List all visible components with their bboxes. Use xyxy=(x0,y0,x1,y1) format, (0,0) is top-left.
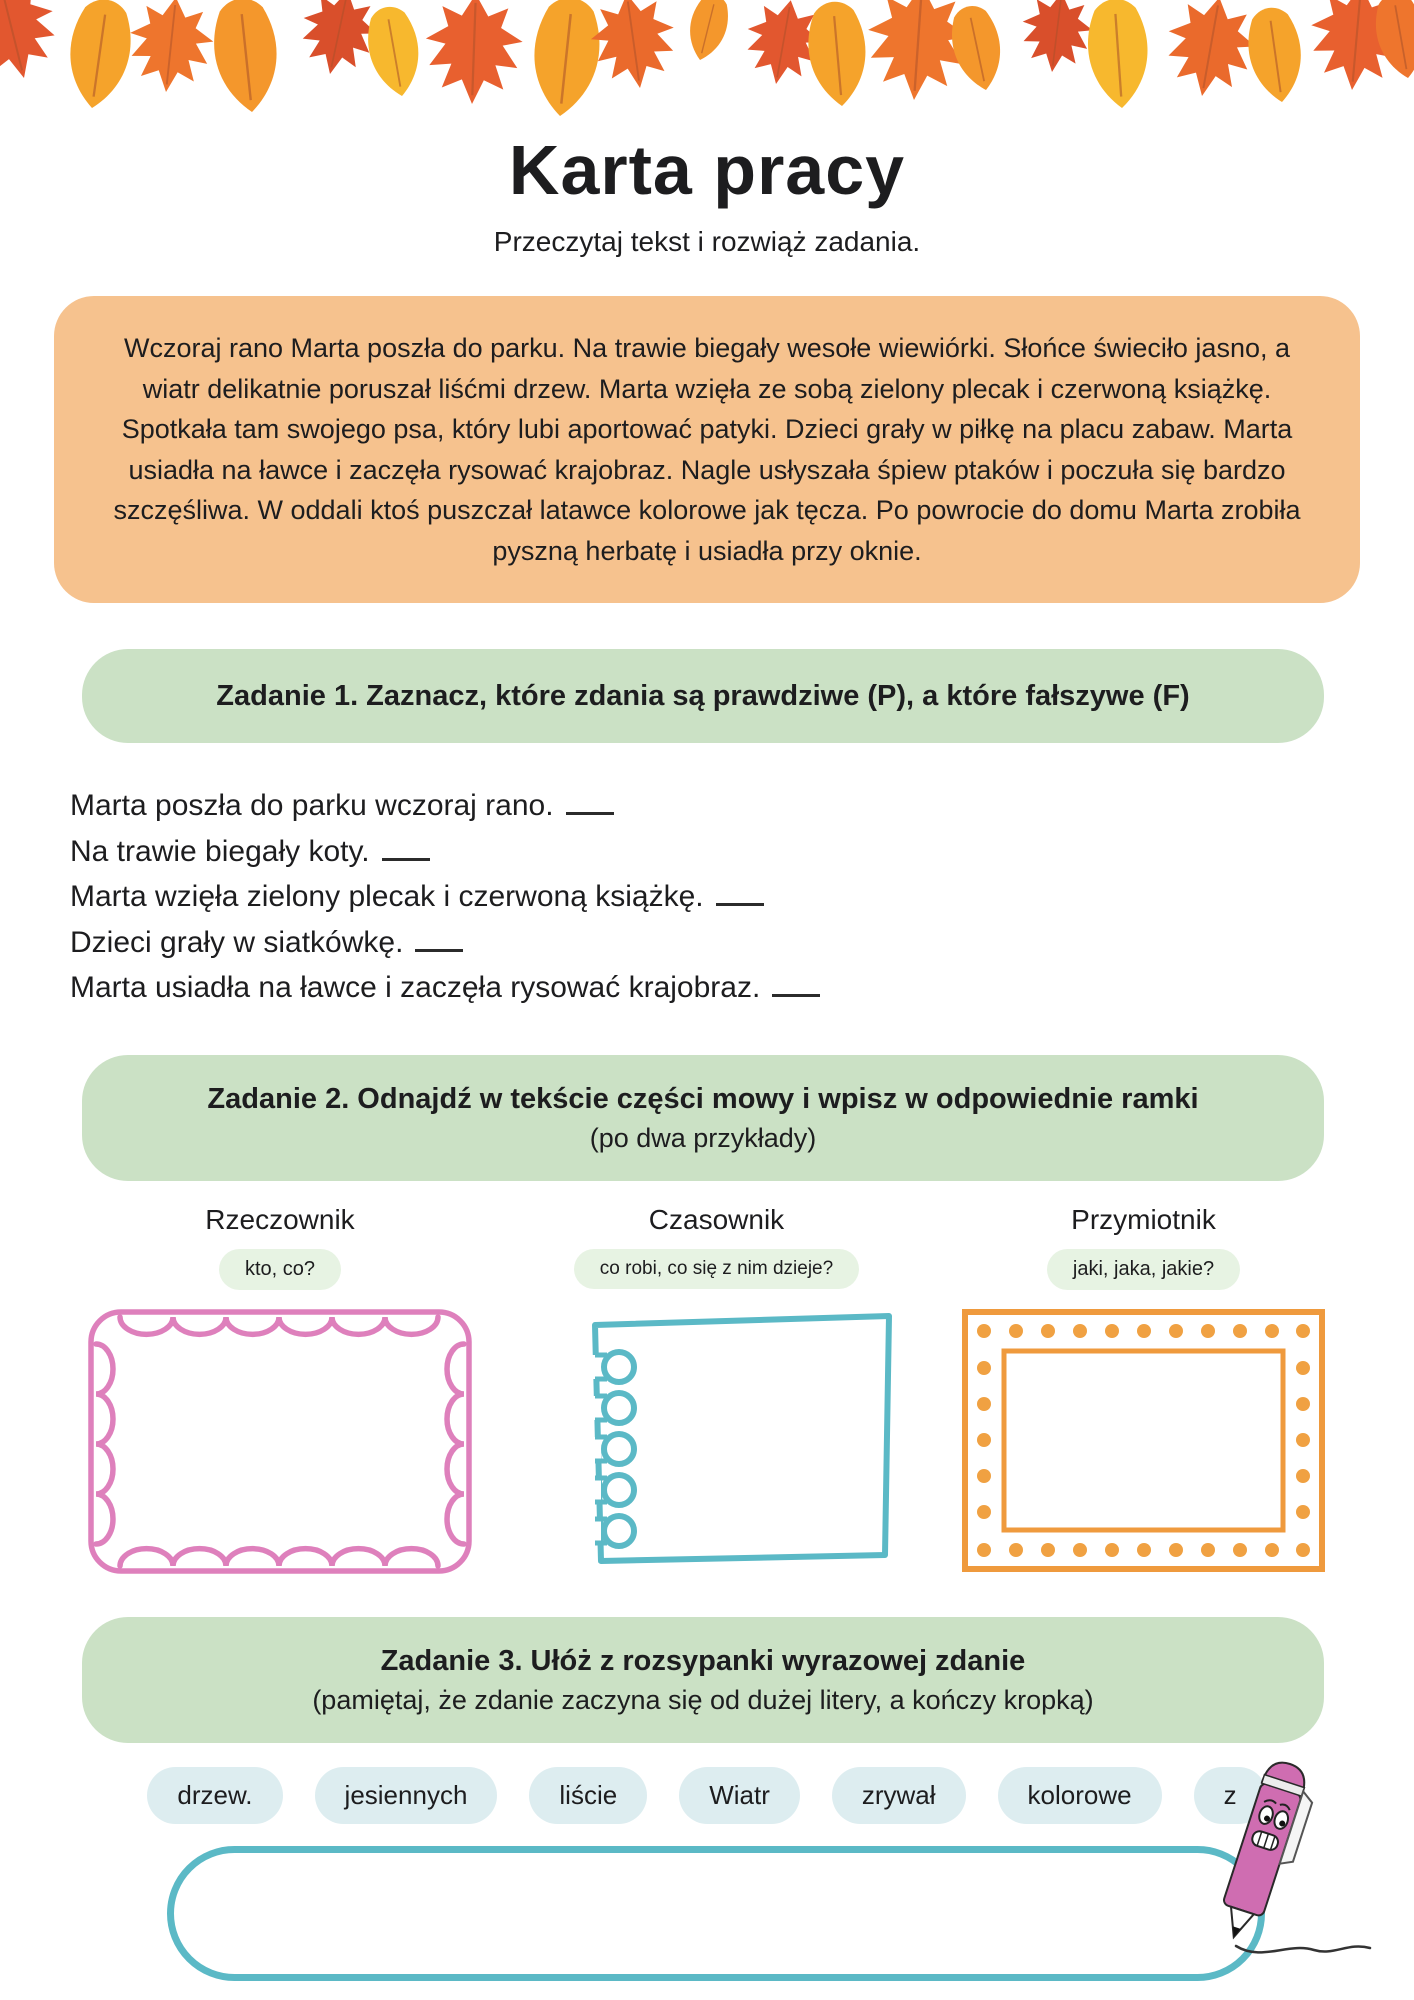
task1-sentence-row xyxy=(70,920,1344,966)
task1-sentence-row xyxy=(70,965,1344,1011)
reading-passage-box xyxy=(54,296,1360,603)
orange-dotted-frame-icon xyxy=(957,1304,1330,1577)
sentence-text: Marta wzięła zielony plecak i czerwoną książkę. xyxy=(70,880,704,913)
sentence-text: Marta poszła do parku wczoraj rano. xyxy=(70,789,554,822)
true-false-blank[interactable] xyxy=(382,831,430,861)
word-chip[interactable]: kolorowe xyxy=(998,1767,1162,1824)
parts-of-speech-columns xyxy=(84,1203,1330,1579)
autumn-leaves-border-icon xyxy=(0,0,1414,118)
true-false-blank[interactable] xyxy=(772,967,820,997)
page-subtitle: Przeczytaj tekst i rozwiąż zadania. xyxy=(493,226,921,257)
true-false-blank[interactable] xyxy=(566,785,614,815)
column-hint: co robi, co się z nim dzieje? xyxy=(574,1249,859,1289)
task2-subheading: (po dwa przykłady) xyxy=(589,1122,817,1153)
task3-subheading: (pamiętaj, że zdanie zaczyna się od dużej litery, a kończy kropką) xyxy=(312,1684,1094,1715)
task2-heading: Zadanie 2. Odnajdź w tekście części mowy i wpisz w odpowiednie ramki xyxy=(207,1082,1199,1115)
teal-notebook-frame-icon xyxy=(537,1303,897,1567)
column-label: Przymiotnik xyxy=(1071,1203,1216,1235)
task1-sentence-row xyxy=(70,829,1344,875)
task1-sentence-row xyxy=(70,874,1344,920)
word-chip[interactable]: jesiennych xyxy=(315,1767,498,1824)
word-chip[interactable]: liście xyxy=(529,1767,647,1824)
column-label: Rzeczownik xyxy=(205,1203,355,1235)
task3-banner xyxy=(82,1617,1324,1743)
sentence-text: Dzieci grały w siatkówkę. xyxy=(70,925,404,959)
sentence-answer-box[interactable] xyxy=(167,1846,1265,1981)
task1-banner xyxy=(82,649,1324,743)
task1-sentences xyxy=(70,783,1344,1011)
czasownik-answer-frame[interactable] xyxy=(537,1303,897,1567)
word-chips-row xyxy=(0,1767,1414,1824)
przymiotnik-answer-frame[interactable] xyxy=(957,1304,1330,1577)
column-label: Czasownik xyxy=(648,1203,785,1235)
smiling-pen-icon xyxy=(1218,1756,1414,1991)
column-przymiotnik xyxy=(957,1203,1330,1579)
page-title: Karta pracy xyxy=(508,131,906,209)
word-chip[interactable]: drzew. xyxy=(147,1767,282,1824)
pink-scalloped-frame-icon xyxy=(84,1304,476,1579)
column-hint: kto, co? xyxy=(219,1249,341,1290)
word-chip[interactable]: Wiatr xyxy=(679,1767,800,1824)
word-chip[interactable]: zrywał xyxy=(832,1767,966,1824)
rzeczownik-answer-frame[interactable] xyxy=(84,1304,476,1579)
sentence-text: Na trawie biegały koty. xyxy=(70,834,370,868)
reading-passage-text: Wczoraj rano Marta poszła do parku. Na trawie biegały wesołe wiewiórki. Słońce świeciło jasno, a wiatr delikatnie poruszał liśćmi drzew. Marta wzięła ze sobą zielony plecak i czerwoną książkę. Spotkała tam swojego psa, który lubi aportować patyki. Dzieci grały w piłkę na placu zabaw. Marta usiadła na ławce i zaczęła rysować krajobraz. Nagle usłyszała śpiew ptaków i poczuła się bardzo szczęśliwa. W oddali ktoś puszczał latawce kolorowe jak tęcza. Po powrocie do domu Marta zrobiła pyszną herbatę i usiadła przy oknie. xyxy=(113,333,1301,566)
column-czasownik xyxy=(537,1203,897,1579)
true-false-blank[interactable] xyxy=(716,876,764,906)
column-rzeczownik xyxy=(84,1203,476,1579)
task3-heading: Zadanie 3. Ułóż z rozsypanki wyrazowej zdanie xyxy=(380,1644,1026,1677)
task1-heading: Zadanie 1. Zaznacz, które zdania są prawdziwe (P), a które fałszywe (F) xyxy=(216,680,1190,712)
word-chip[interactable]: z xyxy=(1194,1767,1267,1824)
task1-sentence-row xyxy=(70,783,1344,829)
column-hint: jaki, jaka, jakie? xyxy=(1047,1249,1240,1290)
true-false-blank[interactable] xyxy=(415,922,463,952)
task2-banner xyxy=(82,1055,1324,1181)
sentence-text: Marta usiadła na ławce i zaczęła rysować krajobraz. xyxy=(70,971,761,1004)
